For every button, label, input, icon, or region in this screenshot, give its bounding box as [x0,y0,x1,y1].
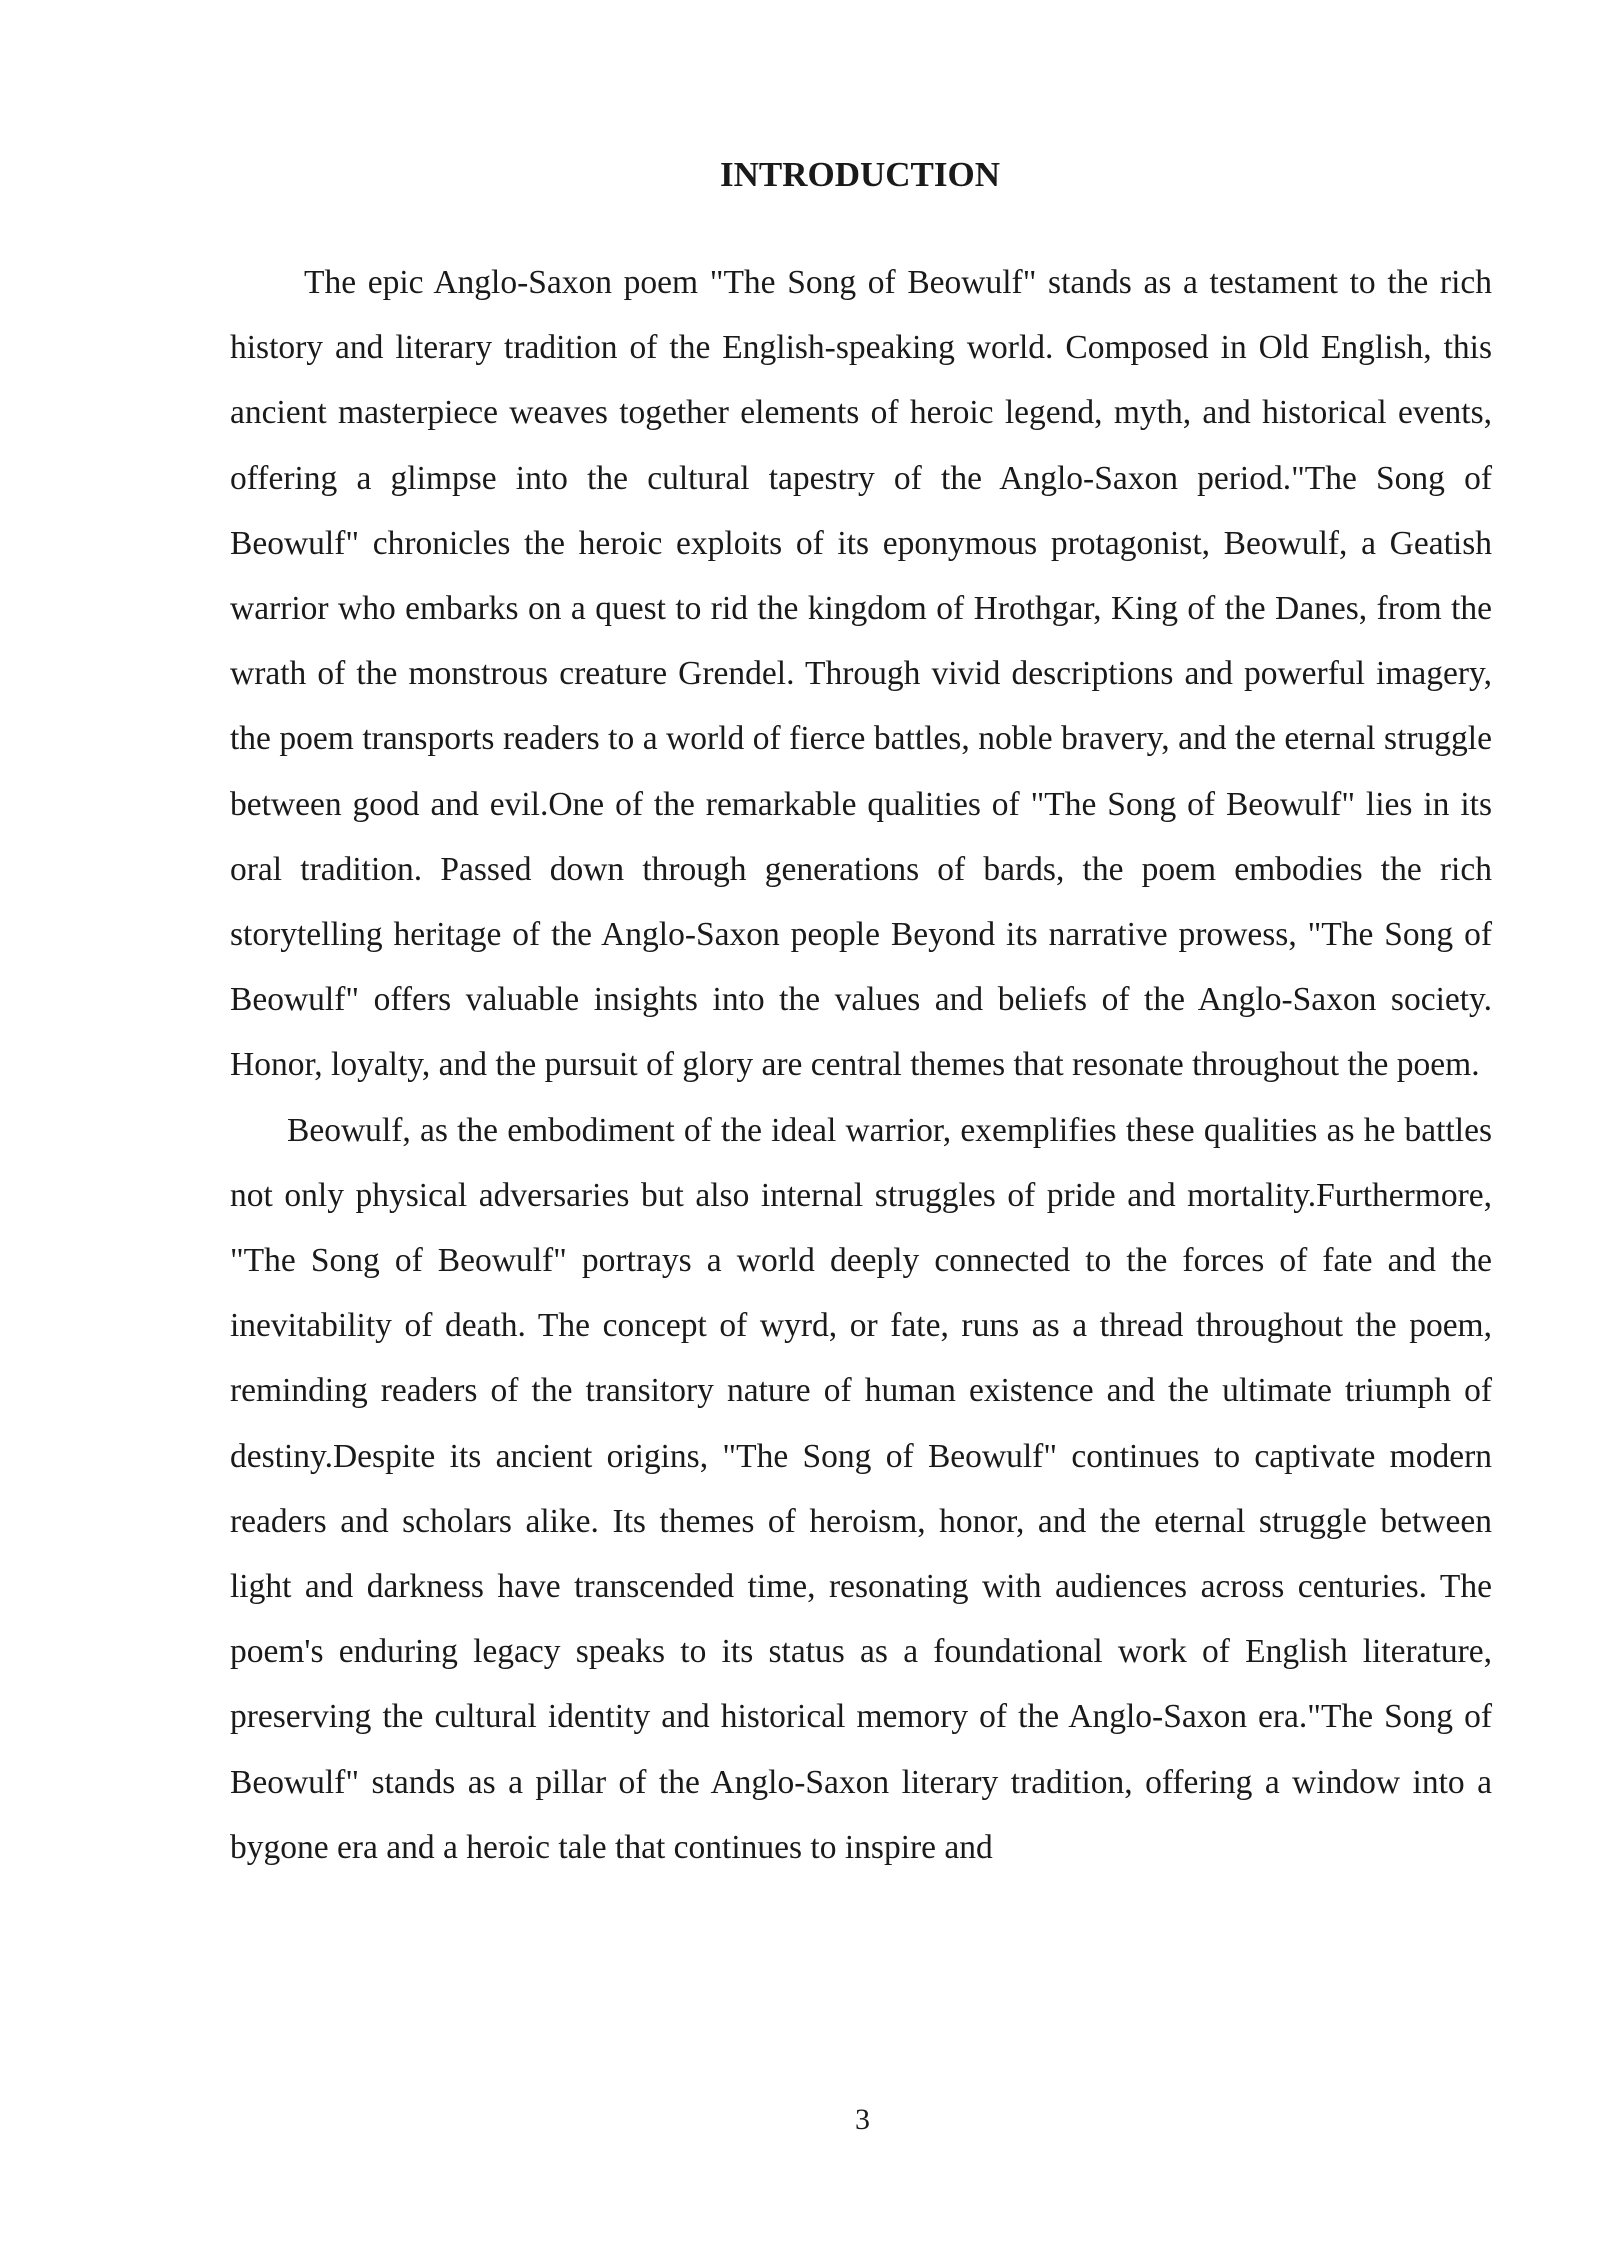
body-text [230,250,1492,1880]
paragraph-1: The epic Anglo-Saxon poem "The Song of Beowulf" stands as a testament to the rich history and literary tradition of the English-speaking world. Composed in Old English, this ancient masterpiece weaves together elements of heroic legend, myth, and historical events, offering a glimpse into the cultural tapestry of the Anglo-Saxon period."The Song of Beowulf" chronicles the heroic exploits of its eponymous protagonist, Beowulf, a Geatish warrior who embarks on a quest to rid the kingdom of Hrothgar, King of the Danes, from the wrath of the monstrous creature Grendel. Through vivid descriptions and powerful imagery, the poem transports readers to a world of fierce battles, noble bravery, and the eternal struggle between good and evil.One of the remarkable qualities of "The Song of Beowulf" lies in its oral tradition. Passed down through generations of bards, the poem embodies the rich storytelling heritage of the Anglo-Saxon people Beyond its narrative prowess, "The Song of Beowulf" offers valuable insights into the values and beliefs of the Anglo-Saxon society. Honor, loyalty, and the pursuit of glory are central themes that resonate throughout the poem. [230,264,1492,1084]
paragraph-2: Beowulf, as the embodiment of the ideal warrior, exemplifies these qualities as he battles not only physical adversaries but also internal struggles of pride and mortality.Furthermore, "The Song of Beowulf" portrays a world deeply connected to the forces of fate and the inevitability of death. The concept of wyrd, or fate, runs as a thread throughout the poem, reminding readers of the transitory nature of human existence and the ultimate triumph of destiny.Despite its ancient origins, "The Song of Beowulf" continues to captivate modern readers and scholars alike. Its themes of heroism, honor, and the eternal struggle between light and darkness have transcended time, resonating with audiences across centuries. The poem's enduring legacy speaks to its status as a foundational work of English literature, preserving the cultural identity and historical memory of the Anglo-Saxon era."The Song of Beowulf" stands as a pillar of the Anglo-Saxon literary tradition, offering a window into a bygone era and a heroic tale that continues to inspire and [230,1111,1492,1866]
page-number: 3 [855,2103,870,2136]
page-title: INTRODUCTION [719,155,1001,194]
